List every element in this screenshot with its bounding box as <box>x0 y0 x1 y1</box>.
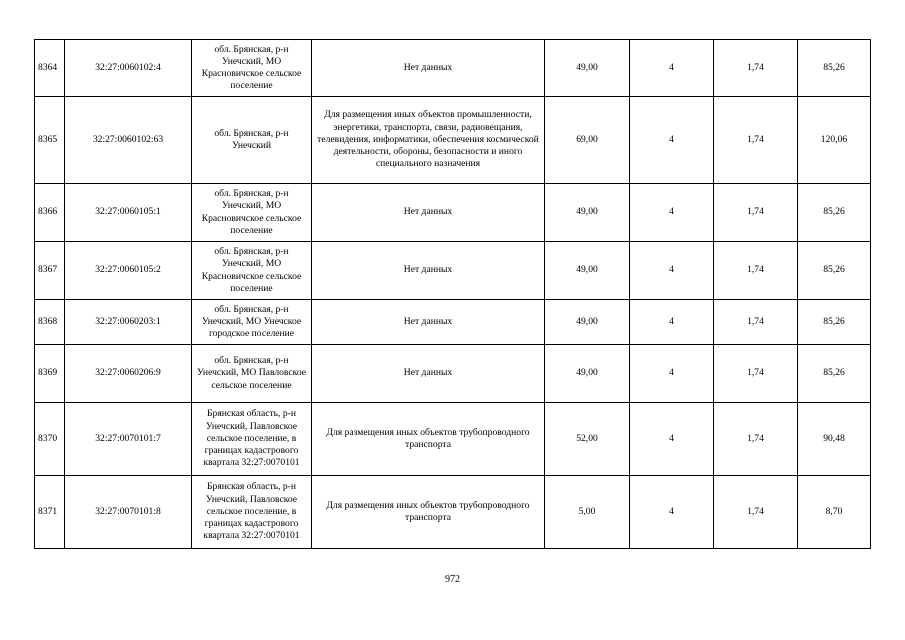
amount-cell: 85,26 <box>798 242 871 300</box>
table-row <box>35 476 871 549</box>
permitted-use-cell: Нет данных <box>312 40 545 97</box>
amount-cell: 8,70 <box>798 476 871 549</box>
rate-cell: 1,74 <box>714 300 798 345</box>
count-cell: 4 <box>630 97 714 184</box>
table-row <box>35 97 871 184</box>
table-row <box>35 184 871 242</box>
count-cell: 4 <box>630 345 714 403</box>
permitted-use-cell: Нет данных <box>312 242 545 300</box>
row-number-cell: 8364 <box>35 40 65 97</box>
table-row <box>35 300 871 345</box>
area-cell: 49,00 <box>545 300 630 345</box>
cadastral-number-cell: 32:27:0060203:1 <box>65 300 192 345</box>
permitted-use-cell: Нет данных <box>312 184 545 242</box>
address-cell: обл. Брянская, р-н Унечский, МО Красновичское сельское поселение <box>192 184 312 242</box>
row-number-cell: 8367 <box>35 242 65 300</box>
address-cell: обл. Брянская, р-н Унечский, МО Унечское городское поселение <box>192 300 312 345</box>
row-number-cell: 8365 <box>35 97 65 184</box>
permitted-use-cell: Нет данных <box>312 300 545 345</box>
table-row <box>35 345 871 403</box>
address-cell: обл. Брянская, р-н Унечский, МО Красновичское сельское поселение <box>192 242 312 300</box>
area-cell: 52,00 <box>545 403 630 476</box>
table-row <box>35 242 871 300</box>
area-cell: 5,00 <box>545 476 630 549</box>
permitted-use-cell: Для размещения иных объектов трубопроводного транспорта <box>312 403 545 476</box>
table-row <box>35 40 871 97</box>
rate-cell: 1,74 <box>714 345 798 403</box>
row-number-cell: 8368 <box>35 300 65 345</box>
count-cell: 4 <box>630 403 714 476</box>
amount-cell: 120,06 <box>798 97 871 184</box>
permitted-use-cell: Нет данных <box>312 345 545 403</box>
address-cell: Брянская область, р-н Унечский, Павловское сельское поселение, в границах кадастрового квартала 32:27:0070101 <box>192 476 312 549</box>
rate-cell: 1,74 <box>714 97 798 184</box>
cadastral-number-cell: 32:27:0060105:2 <box>65 242 192 300</box>
page-number: 972 <box>445 574 460 585</box>
cadastral-number-cell: 32:27:0060105:1 <box>65 184 192 242</box>
table-row <box>35 403 871 476</box>
area-cell: 49,00 <box>545 40 630 97</box>
address-cell: Брянская область, р-н Унечский, Павловское сельское поселение, в границах кадастрового квартала 32:27:0070101 <box>192 403 312 476</box>
count-cell: 4 <box>630 40 714 97</box>
permitted-use-cell: Для размещения иных объектов трубопроводного транспорта <box>312 476 545 549</box>
permitted-use-cell: Для размещения иных объектов промышленности, энергетики, транспорта, связи, радиовещания, телевидения, информатики, обеспечения космической деятельности, обороны, безопасности и иного специального назначения <box>312 97 545 184</box>
area-cell: 49,00 <box>545 345 630 403</box>
row-number-cell: 8371 <box>35 476 65 549</box>
cadastral-number-cell: 32:27:0070101:7 <box>65 403 192 476</box>
address-cell: обл. Брянская, р-н Унечский <box>192 97 312 184</box>
row-number-cell: 8366 <box>35 184 65 242</box>
area-cell: 69,00 <box>545 97 630 184</box>
amount-cell: 85,26 <box>798 184 871 242</box>
row-number-cell: 8369 <box>35 345 65 403</box>
address-cell: обл. Брянская, р-н Унечский, МО Павловское сельское поселение <box>192 345 312 403</box>
area-cell: 49,00 <box>545 184 630 242</box>
count-cell: 4 <box>630 300 714 345</box>
address-cell: обл. Брянская, р-н Унечский, МО Красновичское сельское поселение <box>192 40 312 97</box>
count-cell: 4 <box>630 476 714 549</box>
row-number-cell: 8370 <box>35 403 65 476</box>
cadastral-number-cell: 32:27:0060102:4 <box>65 40 192 97</box>
rate-cell: 1,74 <box>714 40 798 97</box>
amount-cell: 90,48 <box>798 403 871 476</box>
cadastral-number-cell: 32:27:0070101:8 <box>65 476 192 549</box>
rate-cell: 1,74 <box>714 403 798 476</box>
count-cell: 4 <box>630 184 714 242</box>
rate-cell: 1,74 <box>714 184 798 242</box>
rate-cell: 1,74 <box>714 242 798 300</box>
amount-cell: 85,26 <box>798 300 871 345</box>
land-plot-table <box>34 39 871 549</box>
area-cell: 49,00 <box>545 242 630 300</box>
cadastral-number-cell: 32:27:0060206:9 <box>65 345 192 403</box>
count-cell: 4 <box>630 242 714 300</box>
rate-cell: 1,74 <box>714 476 798 549</box>
cadastral-number-cell: 32:27:0060102:63 <box>65 97 192 184</box>
amount-cell: 85,26 <box>798 345 871 403</box>
amount-cell: 85,26 <box>798 40 871 97</box>
